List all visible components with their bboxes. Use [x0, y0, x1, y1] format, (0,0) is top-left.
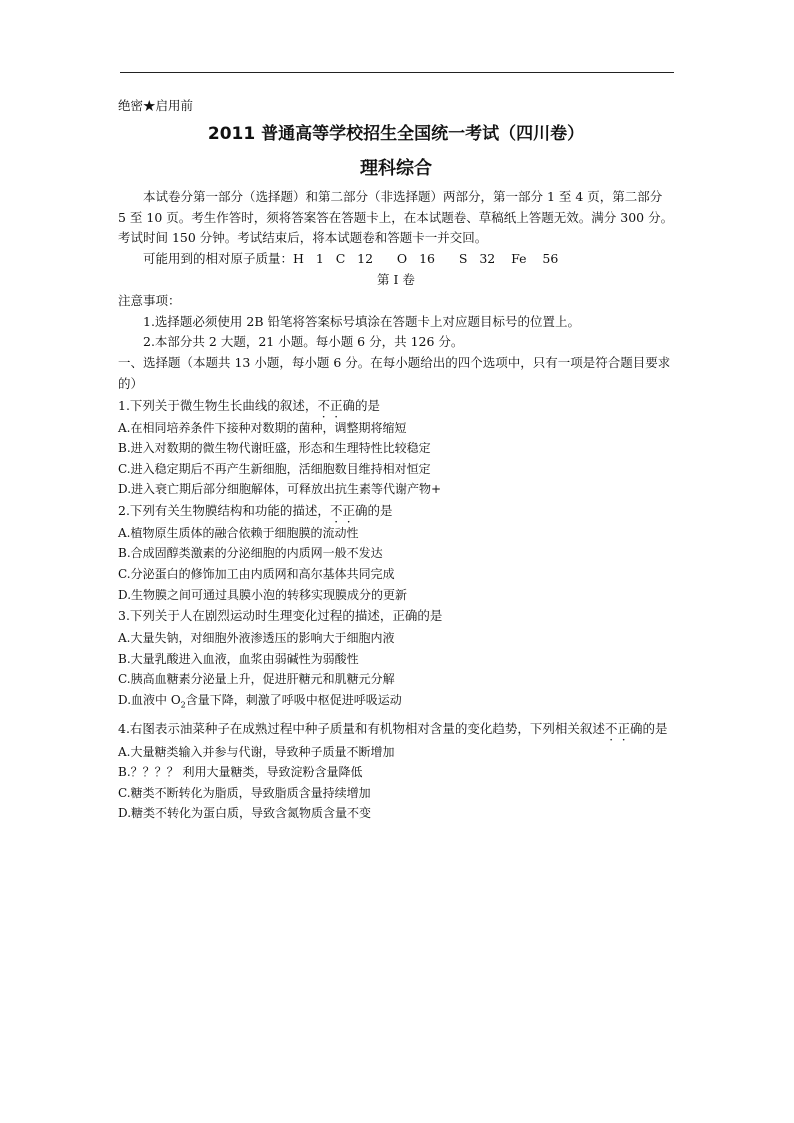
question-1-option-d: D.进入衰亡期后部分细胞解体，可释放出抗生素等代谢产物+ [118, 482, 442, 497]
question-2-stem [118, 501, 674, 522]
question-stem-text: 确的是 [629, 720, 668, 736]
secret-label: 绝密★启用前 [118, 98, 194, 113]
subscript: 2 [180, 700, 186, 710]
emphasis-char: 正 [329, 397, 343, 413]
section-heading: 一、选择题（本题共 13 小题，每小题 6 分。在每小题给出的四个选项中，只有一项是符合题目要求的） [118, 355, 671, 391]
question-2-option-a: A.植物原生质体的融合依赖于细胞膜的流动性 [118, 525, 359, 540]
question-stem-text: 2.下列有关生物膜结构和功能的描述， [118, 502, 330, 518]
option-text: 含量下降，刺激了呼吸中枢促进呼吸运动 [185, 692, 402, 707]
emphasis-char: 不 [329, 502, 343, 518]
question-3-option-d [118, 690, 674, 716]
exam-page [118, 96, 674, 824]
question-1-stem [118, 396, 674, 417]
question-1-option-c: C.进入稳定期后不再产生新细胞，活细胞数目维持相对恒定 [118, 461, 431, 476]
question-3-option-a: A.大量失钠，对细胞外液渗透压的影响大于细胞内液 [118, 630, 395, 645]
question-stem-text: 1.下列关于微生物生长曲线的叙述， [118, 397, 318, 413]
exam-subject: 理科综合 [360, 157, 432, 179]
emphasis-char: 不 [604, 720, 618, 736]
atomic-mass-line: 可能用到的相对原子质量：H 1 C 12 O 16 S 32 Fe 56 [143, 251, 559, 267]
question-4-option-b: B.？？？？ 利用大量糖类，导致淀粉含量降低 [118, 765, 363, 780]
emphasis-char: 不 [317, 397, 330, 413]
question-2-option-d: D.生物膜之间可通过具膜小泡的转移实现膜成分的更新 [118, 587, 408, 602]
question-4-option-a: A.大量糖类输入并参与代谢，导致种子质量不断增加 [118, 744, 395, 759]
note-item-2: 2.本部分共 2 大题，21 小题。每小题 6 分，共 126 分。 [143, 334, 464, 350]
notes-title: 注意事项： [118, 292, 181, 308]
question-1-option-a: A.在相同培养条件下接种对数期的菌种，调整期将缩短 [118, 420, 407, 435]
question-2-option-b: B.合成固醇类激素的分泌细胞的内质网一般不发达 [118, 546, 383, 561]
question-3-stem: 3.下列关于人在剧烈运动时生理变化过程的描述，正确的是 [118, 608, 443, 624]
question-stem-text: 确的是 [354, 502, 393, 518]
emphasis-char: 正 [342, 502, 355, 518]
question-2-option-c: C.分泌蛋白的修饰加工由内质网和高尔基体共同完成 [118, 566, 395, 581]
question-3-option-c: C.胰高血糖素分泌量上升，促进肝糖元和肌糖元分解 [118, 672, 395, 687]
emphasis-char: 正 [617, 720, 630, 736]
part-label: 第 I 卷 [377, 271, 415, 287]
note-item-1: 1.选择题必须使用 2B 铅笔将答案标号填涂在答题卡上对应题目标号的位置上。 [143, 313, 581, 329]
question-1-option-b: B.进入对数期的微生物代谢旺盛，形态和生理特性比较稳定 [118, 441, 431, 456]
intro-paragraph: 本试卷分第一部分（选择题）和第二部分（非选择题）两部分，第一部分 1 至 4 页，第二部分 5 至 10 页。考生作答时，须将答案答在答题卡上，在本试题卷、草稿纸上答题无效。满分 300 分。考试时间 150 分钟。考试结束后，将本试题卷和答题卡一并交回。 [118, 188, 674, 246]
question-3-option-b: B.大量乳酸进入血液，血浆由弱碱性为弱酸性 [118, 651, 359, 666]
question-4-stem [118, 717, 674, 741]
exam-title: 2011 普通高等学校招生全国统一考试（四川卷） [207, 123, 585, 144]
question-stem-text: 确的是 [342, 397, 380, 413]
header-rule [120, 72, 674, 73]
question-4-option-d: D.糖类不转化为蛋白质，导致含氮物质含量不变 [118, 806, 372, 821]
question-4-option-c: C.糖类不断转化为脂质，导致脂质含量持续增加 [118, 785, 371, 800]
question-stem-text: 4.右图表示油菜种子在成熟过程中种子质量和有机物相对含量的变化趋势，下列相关叙述 [118, 720, 605, 736]
option-text: D.血液中 O [118, 692, 181, 707]
